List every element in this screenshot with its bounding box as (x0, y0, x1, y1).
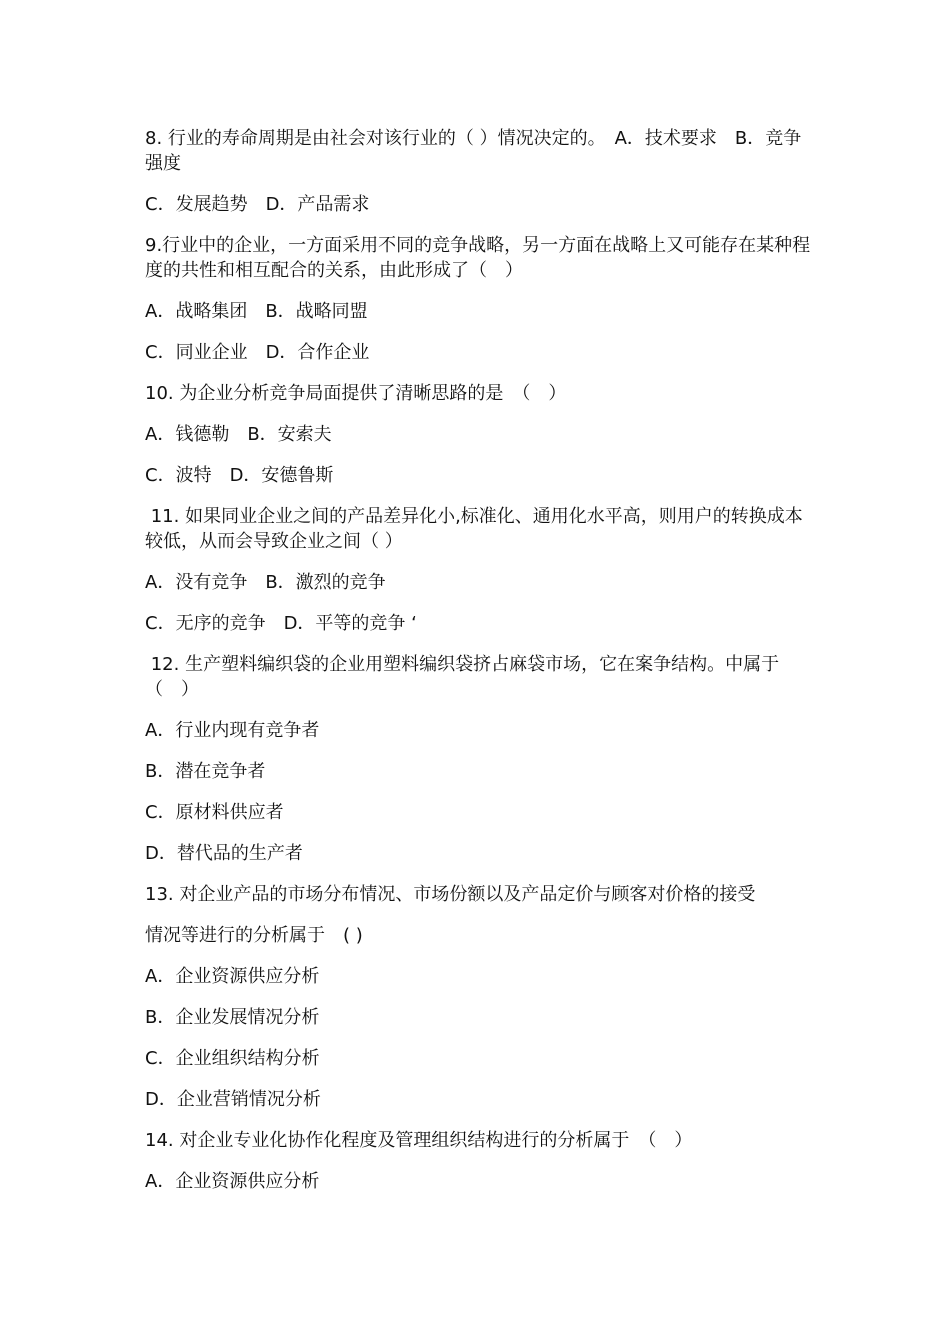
question-12-option-c: C．原材料供应者 (145, 802, 284, 823)
question-13-option-b: B．企业发展情况分析 (145, 1007, 320, 1028)
question-13-option-c: C．企业组织结构分析 (145, 1048, 320, 1069)
question-8: 8. 行业的寿命周期是由社会对该行业的（ ）情况决定的。 A．技术要求 B．竞争强度 (145, 128, 802, 174)
question-12-option-b: B．潜在竞争者 (145, 761, 266, 782)
question-10-options-ab: A．钱德勒 B．安索夫 (145, 424, 332, 445)
question-13-option-d: D．企业营销情况分析 (145, 1089, 321, 1110)
question-12: 12. 生产塑料编织袋的企业用塑料编织袋挤占麻袋市场，它在案争结构。中属于（ ） (145, 654, 780, 700)
question-11-options-cd: C．无序的竞争 D．平等的竞争 ‘ (145, 613, 417, 634)
question-9: 9.行业中的企业，一方面采用不同的竞争战略，另一方面在战略上又可能存在某种程度的共性和相互配合的关系，由此形成了（ ） (145, 235, 811, 281)
question-10: 10. 为企业分析竞争局面提供了清晰思路的是 （ ） (145, 383, 567, 404)
question-9-options-cd: C．同业企业 D．合作企业 (145, 342, 370, 363)
question-14: 14. 对企业专业化协作化程度及管理组织结构进行的分析属于 （ ） (145, 1130, 693, 1151)
question-8-options-cd: C．发展趋势 D．产品需求 (145, 194, 370, 215)
question-13-option-a: A．企业资源供应分析 (145, 966, 320, 987)
question-14-option-a: A．企业资源供应分析 (145, 1171, 320, 1192)
question-10-options-cd: C．波特 D．安德鲁斯 (145, 465, 334, 486)
question-13-line-1: 13. 对企业产品的市场分布情况、市场份额以及产品定价与顾客对价格的接受 (145, 884, 756, 905)
question-list (145, 126, 817, 1210)
question-9-options-ab: A．战略集团 B．战略同盟 (145, 301, 368, 322)
question-12-option-a: A．行业内现有竞争者 (145, 720, 320, 741)
question-11-options-ab: A．没有竞争 B．激烈的竞争 (145, 572, 386, 593)
question-11: 11. 如果同业企业之间的产品差异化小,标准化、通用化水平高，则用户的转换成本较低，从而会导致企业之间（ ） (145, 506, 803, 552)
question-13-line-2: 情况等进行的分析属于 ( ) (145, 925, 363, 946)
question-12-option-d: D．替代品的生产者 (145, 843, 303, 864)
